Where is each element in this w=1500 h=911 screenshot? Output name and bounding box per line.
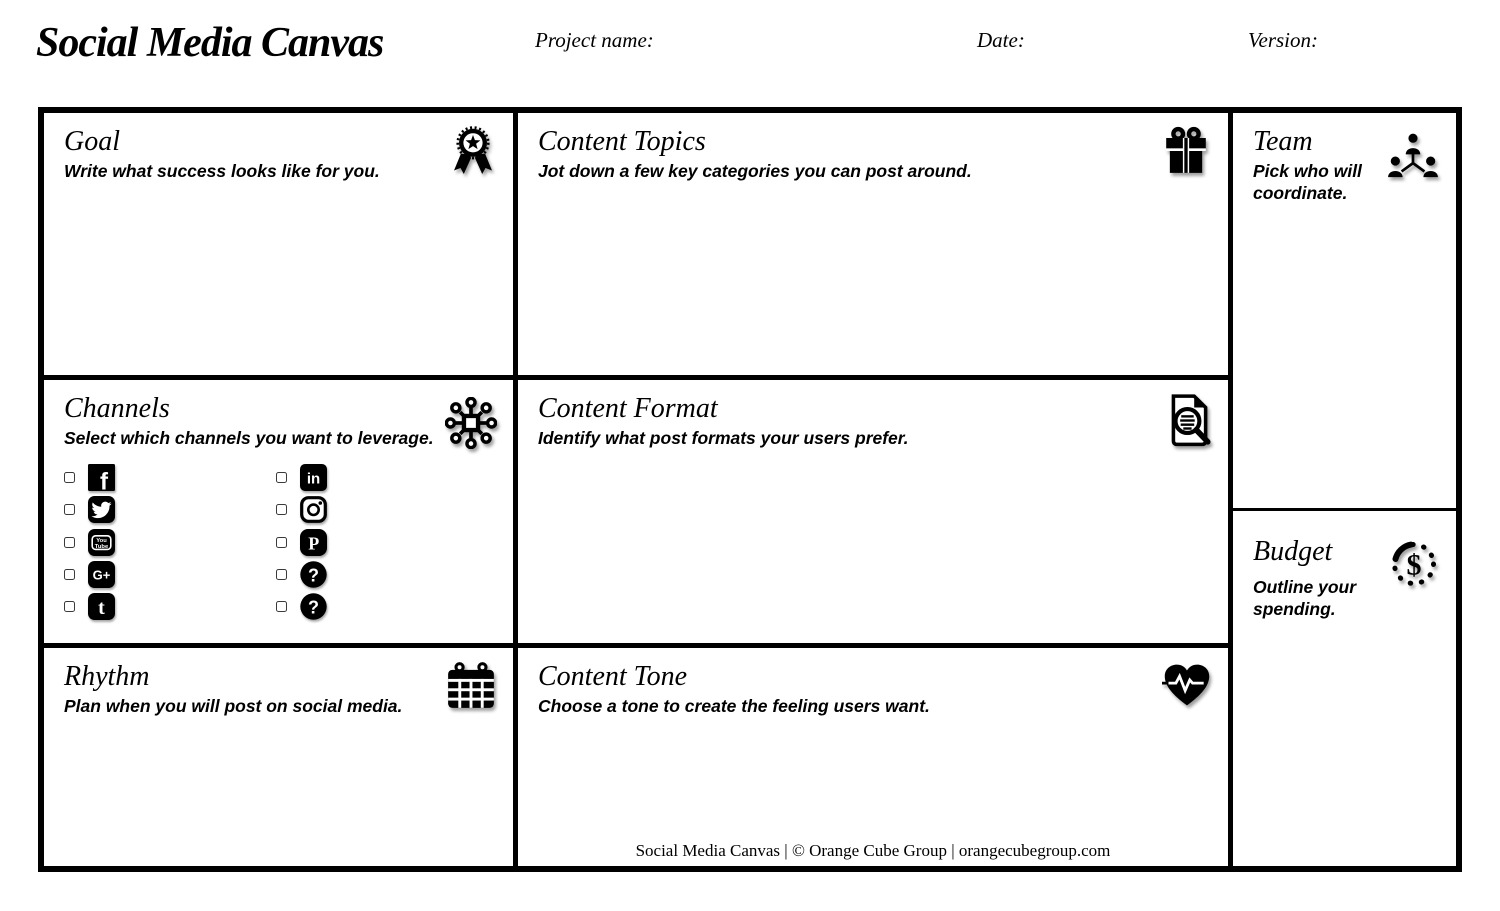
goal-cell	[44, 113, 513, 375]
rhythm-subtitle: Plan when you will post on social media.	[64, 696, 403, 717]
channel-option-google-plus[interactable]	[64, 558, 276, 590]
document-search-icon	[1166, 393, 1212, 447]
content-format-cell	[518, 375, 1228, 643]
youtube-icon	[88, 529, 115, 556]
award-ribbon-icon	[449, 126, 497, 178]
content-format-subtitle: Identify what post formats your users prefer.	[538, 428, 909, 449]
facebook-icon	[88, 464, 115, 491]
content-format-title: Content Format	[538, 393, 718, 424]
youtube-checkbox[interactable]	[64, 537, 75, 548]
page-title: Social Media Canvas	[36, 20, 384, 66]
goal-title: Goal	[64, 126, 120, 157]
channels-title: Channels	[64, 393, 170, 424]
channels-cell	[44, 375, 513, 643]
calendar-icon	[445, 661, 497, 711]
channel-option-instagram[interactable]	[276, 493, 327, 525]
svg-text:f: f	[100, 468, 108, 491]
right-column	[1233, 113, 1456, 866]
twitter-icon	[88, 496, 115, 523]
channel-options	[64, 461, 497, 623]
question-icon	[300, 593, 327, 620]
channel-option-facebook[interactable]	[64, 461, 276, 493]
linkedin-checkbox[interactable]	[276, 472, 287, 483]
project-name-label: Project name:	[535, 28, 654, 52]
content-tone-cell	[518, 643, 1228, 866]
content-topics-cell	[518, 113, 1228, 375]
channel-option-youtube[interactable]	[64, 526, 276, 558]
svg-text:$: $	[1406, 548, 1422, 582]
team-subtitle: Pick who will coordinate.	[1253, 161, 1362, 204]
version-label: Version:	[1248, 28, 1318, 52]
svg-text:t: t	[98, 597, 105, 620]
channel-option-twitter[interactable]	[64, 493, 276, 525]
svg-text:in: in	[306, 470, 321, 488]
svg-text:P: P	[308, 532, 320, 553]
goal-subtitle: Write what success looks like for you.	[64, 161, 380, 182]
svg-text:?: ?	[308, 565, 319, 586]
question-icon	[300, 561, 327, 588]
content-topics-title: Content Topics	[538, 126, 706, 157]
team-cell	[1233, 113, 1456, 508]
heart-pulse-icon	[1162, 661, 1212, 709]
other-1-checkbox[interactable]	[276, 569, 287, 580]
channel-option-other-1[interactable]	[276, 558, 327, 590]
footer-credit: Social Media Canvas | © Orange Cube Group | orangecubegroup.com	[635, 841, 1111, 860]
dollar-coin-icon	[1388, 538, 1440, 590]
gift-icon	[1160, 126, 1212, 176]
channel-option-pinterest[interactable]	[276, 526, 327, 558]
tumblr-checkbox[interactable]	[64, 601, 75, 612]
content-topics-subtitle: Jot down a few key categories you can post around.	[538, 161, 972, 182]
svg-text:?: ?	[308, 597, 319, 618]
team-title: Team	[1253, 126, 1313, 157]
budget-title: Budget	[1253, 536, 1333, 567]
svg-text:G+: G+	[92, 567, 111, 583]
pinterest-checkbox[interactable]	[276, 537, 287, 548]
channel-option-linkedin[interactable]	[276, 461, 327, 493]
pinterest-icon	[300, 529, 327, 556]
budget-cell	[1233, 508, 1456, 866]
svg-text:Tube: Tube	[94, 543, 109, 550]
date-label: Date:	[977, 28, 1025, 52]
channel-option-tumblr[interactable]	[64, 591, 276, 623]
svg-text:You: You	[96, 537, 107, 544]
linkedin-icon	[300, 464, 327, 491]
tumblr-icon	[88, 593, 115, 620]
other-2-checkbox[interactable]	[276, 601, 287, 612]
rhythm-cell	[44, 643, 513, 866]
facebook-checkbox[interactable]	[64, 472, 75, 483]
org-chart-icon	[1386, 132, 1440, 186]
left-column	[44, 113, 518, 866]
content-tone-title: Content Tone	[538, 661, 688, 692]
center-column	[518, 113, 1233, 866]
instagram-icon	[300, 496, 327, 523]
instagram-checkbox[interactable]	[276, 504, 287, 515]
google-plus-icon	[88, 561, 115, 588]
google-plus-checkbox[interactable]	[64, 569, 75, 580]
network-hub-icon	[445, 397, 497, 449]
channels-subtitle: Select which channels you want to leverage.	[64, 428, 434, 449]
canvas-grid	[38, 107, 1462, 872]
content-tone-subtitle: Choose a tone to create the feeling users want.	[538, 696, 930, 717]
rhythm-title: Rhythm	[64, 661, 150, 692]
channel-option-other-2[interactable]	[276, 591, 327, 623]
budget-subtitle: Outline your spending.	[1253, 577, 1357, 620]
twitter-checkbox[interactable]	[64, 504, 75, 515]
